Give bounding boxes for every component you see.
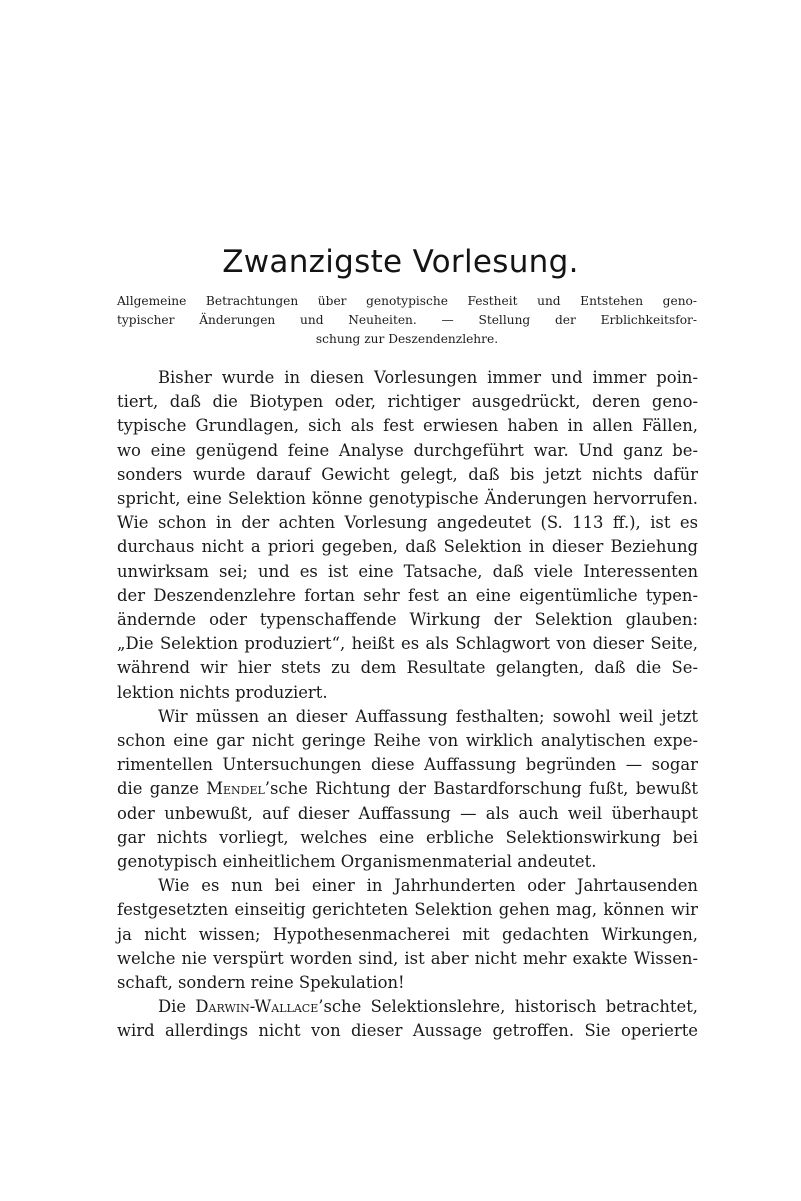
text-line: Wie schon in der achten Vorlesung angedeutet (S. 113 ff.), ist es (117, 513, 698, 533)
body-text (117, 366, 698, 1044)
text-fragment: die ganze (117, 779, 207, 799)
text-line: rimentellen Untersuchungen diese Auffassung begründen — sogar (117, 755, 698, 775)
text-line: durchaus nicht a priori gegeben, daß Selektion in dieser Beziehung (117, 537, 698, 557)
text-line: ändernde oder typenschaffende Wirkung der Selektion glauben: (117, 610, 698, 630)
text-line: lektion nichts produziert. (117, 682, 328, 702)
text-line: oder unbewußt, auf dieser Auffassung — als auch weil überhaupt (117, 803, 698, 823)
text-line: typische Grundlagen, sich als fest erwiesen haben in allen Fällen, (117, 416, 698, 436)
chapter-title: Zwanzigste Vorlesung. (222, 244, 579, 280)
paragraph-3 (117, 874, 698, 995)
author-name-darwin-wallace: Darwin-Wallace (195, 997, 319, 1017)
summary-line: Allgemeine Betrachtungen über genotypische Festheit und Entstehen geno- (117, 294, 697, 308)
text-fragment: ’sche Selektionslehre, historisch betrachtet, (318, 997, 698, 1017)
chapter-summary (117, 292, 697, 349)
text-line: „Die Selektion produziert“, heißt es als Schlagwort von dieser Seite, (117, 634, 698, 654)
text-line: unwirksam sei; und es ist eine Tatsache, daß viele Interessenten (117, 561, 698, 581)
text-line: festgesetzten einseitig gerichteten Selektion gehen mag, können wir (117, 900, 698, 920)
summary-line: typischer Änderungen und Neuheiten. — Stellung der Erblichkeitsfor- (117, 313, 697, 327)
paragraph-2 (117, 705, 698, 874)
text-line: schaft, sondern reine Spekulation! (117, 973, 405, 993)
text-line: genotypisch einheitlichem Organismenmaterial andeutet. (117, 852, 597, 872)
text-fragment: Die (158, 997, 196, 1017)
author-name-mendel: Mendel (206, 779, 265, 799)
paragraph-4 (117, 995, 698, 1043)
text-line: während wir hier stets zu dem Resultate gelangten, daß die Se- (117, 658, 698, 678)
text-line: der Deszendenzlehre fortan sehr fest an eine eigentümliche typen- (117, 585, 698, 605)
text-line: tiert, daß die Biotypen oder, richtiger ausgedrückt, deren geno- (117, 392, 698, 412)
text-line: gar nichts vorliegt, welches eine erbliche Selektionswirkung bei (117, 827, 698, 847)
text-line: Wie es nun bei einer in Jahrhunderten oder Jahrtausenden (158, 876, 698, 896)
text-line: Wir müssen an dieser Auffassung festhalten; sowohl weil jetzt (158, 706, 698, 726)
text-line (117, 995, 698, 1019)
summary-line: schung zur Deszendenzlehre. (315, 332, 499, 346)
text-line: ja nicht wissen; Hypothesenmacherei mit gedachten Wirkungen, (117, 924, 698, 944)
text-line: spricht, eine Selektion könne genotypische Änderungen hervorrufen. (117, 489, 698, 509)
text-line: welche nie verspürt worden sind, ist aber nicht mehr exakte Wissen- (117, 948, 698, 968)
text-line: sonders wurde darauf Gewicht gelegt, daß bis jetzt nichts dafür (117, 464, 698, 484)
text-line: wird allerdings nicht von dieser Aussage getroffen. Sie operierte (117, 1021, 698, 1041)
text-line: Bisher wurde in diesen Vorlesungen immer und immer poin- (158, 368, 698, 387)
text-line: schon eine gar nicht geringe Reihe von wirklich analytischen expe- (117, 731, 698, 751)
text-line: wo eine genügend feine Analyse durchgeführt war. Und ganz be- (117, 440, 698, 460)
text-line (117, 777, 698, 801)
paragraph-1 (117, 366, 698, 705)
text-fragment: ’sche Richtung der Bastardforschung fußt, bewußt (264, 779, 699, 799)
